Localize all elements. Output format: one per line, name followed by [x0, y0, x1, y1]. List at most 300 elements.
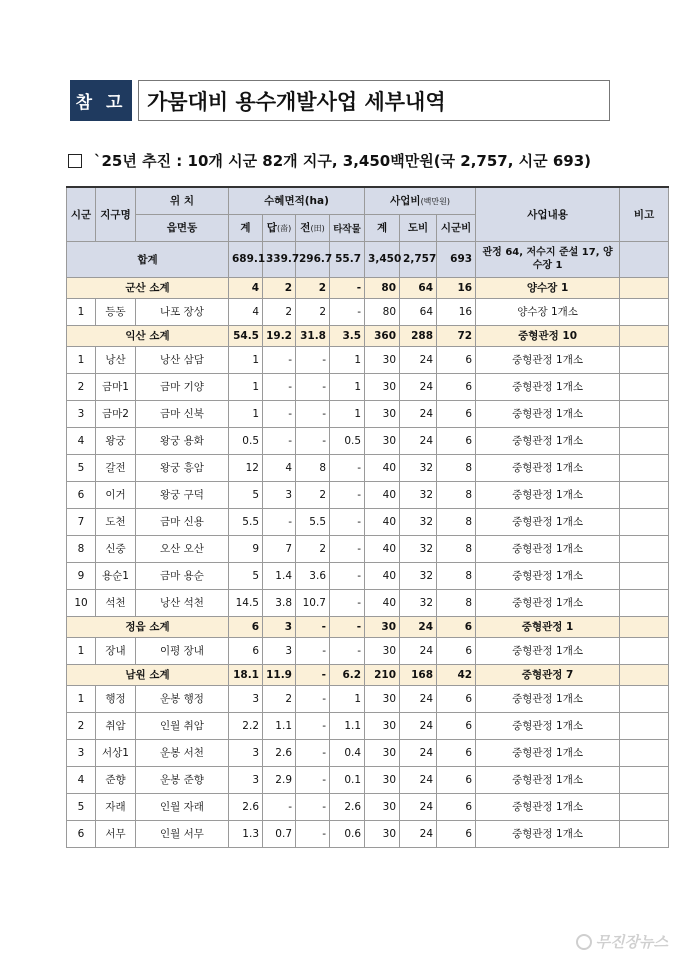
row-area-jeon: - [296, 400, 330, 427]
row-area-jeon: - [296, 685, 330, 712]
row-content: 중형관정 1개소 [476, 793, 620, 820]
row-area-other: 1 [330, 346, 365, 373]
total-cost-total: 3,450 [365, 241, 400, 277]
row-area-dap: 2.9 [263, 766, 296, 793]
row-area-other: 0.4 [330, 739, 365, 766]
table-row [67, 346, 669, 373]
subtotal-cost-sigun: 6 [437, 616, 476, 637]
subtotal-cost-do: 64 [400, 277, 437, 298]
subtotal-content: 양수장 1 [476, 277, 620, 298]
row-jigu: 행정 [96, 685, 136, 712]
row-area-other: - [330, 637, 365, 664]
table-row [67, 298, 669, 325]
row-note [620, 820, 669, 847]
row-area-dap: 3 [263, 481, 296, 508]
row-jigu: 서상1 [96, 739, 136, 766]
row-note [620, 535, 669, 562]
row-area-dap: 3.8 [263, 589, 296, 616]
row-no: 4 [67, 766, 96, 793]
table-body [67, 241, 669, 847]
subtotal-row [67, 616, 669, 637]
reference-badge: 참 고 [70, 80, 132, 121]
row-area-total: 4 [229, 298, 263, 325]
row-area-total: 6 [229, 637, 263, 664]
header-area-total: 계 [229, 214, 263, 241]
subtotal-row [67, 325, 669, 346]
row-jigu: 금마2 [96, 400, 136, 427]
row-no: 2 [67, 712, 96, 739]
header-content: 사업내용 [476, 187, 620, 241]
row-cost-do: 24 [400, 712, 437, 739]
row-area-other: 1 [330, 400, 365, 427]
table-row [67, 562, 669, 589]
table-row [67, 589, 669, 616]
row-cost-do: 32 [400, 508, 437, 535]
row-note [620, 793, 669, 820]
header-cost-sigun: 시군비 [437, 214, 476, 241]
row-area-other: 1 [330, 685, 365, 712]
total-area-total: 689.1 [229, 241, 263, 277]
table-row [67, 400, 669, 427]
row-no: 5 [67, 793, 96, 820]
row-area-dap: 1.4 [263, 562, 296, 589]
row-cost-sigun: 8 [437, 562, 476, 589]
row-area-jeon: - [296, 427, 330, 454]
row-area-other: - [330, 454, 365, 481]
row-area-other: - [330, 589, 365, 616]
section-subtitle [68, 150, 591, 171]
table-row [67, 508, 669, 535]
row-cost-do: 24 [400, 346, 437, 373]
row-area-dap: - [263, 793, 296, 820]
row-cost-total: 30 [365, 793, 400, 820]
row-note [620, 346, 669, 373]
header-cost: 사업비(백만원) [365, 187, 476, 214]
row-area-jeon: 2 [296, 298, 330, 325]
row-content: 중형관정 1개소 [476, 739, 620, 766]
subtotal-row [67, 277, 669, 298]
row-content: 중형관정 1개소 [476, 685, 620, 712]
row-location: 인월 자래 [136, 793, 229, 820]
row-area-total: 5 [229, 562, 263, 589]
table-row [67, 427, 669, 454]
row-area-total: 2.6 [229, 793, 263, 820]
row-cost-total: 30 [365, 820, 400, 847]
row-area-dap: - [263, 346, 296, 373]
row-cost-total: 30 [365, 427, 400, 454]
total-row [67, 241, 669, 277]
row-note [620, 373, 669, 400]
table-row [67, 685, 669, 712]
row-cost-sigun: 8 [437, 535, 476, 562]
row-content: 양수장 1개소 [476, 298, 620, 325]
row-cost-sigun: 6 [437, 766, 476, 793]
row-area-jeon: - [296, 739, 330, 766]
row-location: 낭산 석천 [136, 589, 229, 616]
row-no: 1 [67, 637, 96, 664]
row-location: 낭산 삼담 [136, 346, 229, 373]
row-note [620, 400, 669, 427]
table-row [67, 637, 669, 664]
row-no: 1 [67, 346, 96, 373]
row-cost-total: 30 [365, 373, 400, 400]
row-area-other: 0.1 [330, 766, 365, 793]
row-content: 중형관정 1개소 [476, 637, 620, 664]
row-area-jeon: - [296, 637, 330, 664]
row-area-dap: 0.7 [263, 820, 296, 847]
row-no: 9 [67, 562, 96, 589]
watermark [576, 931, 668, 952]
row-cost-total: 40 [365, 589, 400, 616]
total-cost-do: 2,757 [400, 241, 437, 277]
row-note [620, 427, 669, 454]
row-content: 중형관정 1개소 [476, 427, 620, 454]
row-location: 운봉 준향 [136, 766, 229, 793]
row-cost-sigun: 6 [437, 346, 476, 373]
total-note [620, 241, 669, 277]
row-cost-do: 24 [400, 373, 437, 400]
table-row [67, 820, 669, 847]
header-area-jeon: 전(田) [296, 214, 330, 241]
total-area-dap: 339.7 [263, 241, 296, 277]
row-area-total: 1.3 [229, 820, 263, 847]
header-eupmyeon: 읍면동 [136, 214, 229, 241]
subtotal-cost-do: 288 [400, 325, 437, 346]
subtotal-area-total: 18.1 [229, 664, 263, 685]
row-location: 오산 오산 [136, 535, 229, 562]
row-cost-sigun: 8 [437, 589, 476, 616]
subtotal-label: 정읍 소계 [67, 616, 229, 637]
row-area-jeon: 3.6 [296, 562, 330, 589]
subtotal-note [620, 616, 669, 637]
header-area: 수혜면적(ha) [229, 187, 365, 214]
row-cost-sigun: 6 [437, 820, 476, 847]
header-jigu: 지구명 [96, 187, 136, 241]
subtotal-cost-total: 30 [365, 616, 400, 637]
header-cost-do: 도비 [400, 214, 437, 241]
table-row [67, 454, 669, 481]
subtotal-content: 중형관정 1 [476, 616, 620, 637]
subtotal-area-jeon: - [296, 616, 330, 637]
row-location: 왕궁 구덕 [136, 481, 229, 508]
row-no: 8 [67, 535, 96, 562]
row-cost-total: 40 [365, 481, 400, 508]
row-content: 중형관정 1개소 [476, 508, 620, 535]
subtotal-area-other: 6.2 [330, 664, 365, 685]
total-content: 관정 64, 저수지 준설 17, 양수장 1 [476, 241, 620, 277]
subtotal-area-jeon: 31.8 [296, 325, 330, 346]
row-area-dap: 7 [263, 535, 296, 562]
row-content: 중형관정 1개소 [476, 820, 620, 847]
header-sigun: 시군 [67, 187, 96, 241]
row-cost-total: 40 [365, 454, 400, 481]
row-jigu: 준향 [96, 766, 136, 793]
row-jigu: 등동 [96, 298, 136, 325]
row-location: 운봉 서천 [136, 739, 229, 766]
row-area-dap: - [263, 427, 296, 454]
row-area-total: 0.5 [229, 427, 263, 454]
row-content: 중형관정 1개소 [476, 535, 620, 562]
row-area-other: - [330, 562, 365, 589]
subtotal-cost-sigun: 42 [437, 664, 476, 685]
row-note [620, 637, 669, 664]
row-area-dap: 4 [263, 454, 296, 481]
row-cost-total: 30 [365, 739, 400, 766]
row-no: 7 [67, 508, 96, 535]
row-content: 중형관정 1개소 [476, 562, 620, 589]
total-area-jeon: 296.7 [296, 241, 330, 277]
row-note [620, 481, 669, 508]
row-area-jeon: 2 [296, 535, 330, 562]
subtotal-row [67, 664, 669, 685]
row-location: 왕궁 흥암 [136, 454, 229, 481]
row-cost-total: 40 [365, 508, 400, 535]
row-area-jeon: 2 [296, 481, 330, 508]
row-location: 금마 신북 [136, 400, 229, 427]
subtotal-content: 중형관정 7 [476, 664, 620, 685]
row-area-total: 1 [229, 400, 263, 427]
row-jigu: 금마1 [96, 373, 136, 400]
header-cost-total: 계 [365, 214, 400, 241]
row-area-total: 3 [229, 685, 263, 712]
row-area-total: 9 [229, 535, 263, 562]
row-note [620, 712, 669, 739]
row-no: 6 [67, 481, 96, 508]
header-area-other: 타작물 [330, 214, 365, 241]
row-cost-sigun: 16 [437, 298, 476, 325]
row-area-dap: - [263, 508, 296, 535]
row-no: 3 [67, 400, 96, 427]
row-location: 이평 장내 [136, 637, 229, 664]
row-area-dap: - [263, 373, 296, 400]
row-area-dap: 1.1 [263, 712, 296, 739]
row-area-total: 1 [229, 373, 263, 400]
row-cost-do: 32 [400, 454, 437, 481]
header-area-dap: 답(畓) [263, 214, 296, 241]
row-area-other: - [330, 298, 365, 325]
row-area-total: 1 [229, 346, 263, 373]
row-area-other: 0.5 [330, 427, 365, 454]
row-cost-do: 24 [400, 427, 437, 454]
row-cost-do: 32 [400, 481, 437, 508]
row-no: 2 [67, 373, 96, 400]
row-cost-total: 30 [365, 685, 400, 712]
row-cost-sigun: 6 [437, 427, 476, 454]
row-area-jeon: 8 [296, 454, 330, 481]
row-jigu: 갈전 [96, 454, 136, 481]
subtotal-cost-total: 210 [365, 664, 400, 685]
row-area-jeon: - [296, 373, 330, 400]
row-area-total: 3 [229, 766, 263, 793]
row-area-jeon: - [296, 766, 330, 793]
row-jigu: 서무 [96, 820, 136, 847]
subtotal-label: 군산 소계 [67, 277, 229, 298]
row-area-other: - [330, 535, 365, 562]
row-area-total: 5 [229, 481, 263, 508]
row-jigu: 이거 [96, 481, 136, 508]
row-cost-sigun: 6 [437, 400, 476, 427]
row-cost-total: 80 [365, 298, 400, 325]
row-location: 나포 장상 [136, 298, 229, 325]
subtotal-cost-sigun: 16 [437, 277, 476, 298]
row-cost-do: 24 [400, 766, 437, 793]
table-row [67, 481, 669, 508]
row-cost-do: 32 [400, 589, 437, 616]
table-row [67, 739, 669, 766]
page-title: 가뭄대비 용수개발사업 세부내역 [138, 80, 610, 121]
row-cost-do: 32 [400, 562, 437, 589]
document-header [70, 80, 610, 121]
subtotal-area-total: 54.5 [229, 325, 263, 346]
subtotal-note [620, 325, 669, 346]
row-area-jeon: - [296, 712, 330, 739]
row-area-other: - [330, 481, 365, 508]
row-cost-total: 30 [365, 712, 400, 739]
row-location: 운봉 행정 [136, 685, 229, 712]
row-area-dap: 2 [263, 685, 296, 712]
row-area-other: 2.6 [330, 793, 365, 820]
subtotal-area-jeon: 2 [296, 277, 330, 298]
row-jigu: 용순1 [96, 562, 136, 589]
row-area-other: 1.1 [330, 712, 365, 739]
row-area-jeon: - [296, 820, 330, 847]
subtotal-area-dap: 3 [263, 616, 296, 637]
row-cost-sigun: 6 [437, 637, 476, 664]
row-no: 10 [67, 589, 96, 616]
row-cost-sigun: 8 [437, 481, 476, 508]
row-note [620, 685, 669, 712]
row-area-other: - [330, 508, 365, 535]
row-cost-do: 24 [400, 820, 437, 847]
row-cost-do: 24 [400, 739, 437, 766]
row-content: 중형관정 1개소 [476, 454, 620, 481]
row-area-other: 1 [330, 373, 365, 400]
row-note [620, 766, 669, 793]
row-cost-total: 40 [365, 535, 400, 562]
subtitle-text: `25년 추진 : 10개 시군 82개 지구, 3,450백만원(국 2,757, 시군 693) [94, 152, 592, 170]
row-cost-do: 24 [400, 637, 437, 664]
table-row [67, 766, 669, 793]
row-area-total: 14.5 [229, 589, 263, 616]
row-note [620, 739, 669, 766]
watermark-logo-icon [576, 934, 592, 950]
row-jigu: 신중 [96, 535, 136, 562]
row-area-dap: - [263, 400, 296, 427]
subtotal-area-other: 3.5 [330, 325, 365, 346]
row-location: 인월 서무 [136, 820, 229, 847]
subtotal-area-dap: 19.2 [263, 325, 296, 346]
row-cost-sigun: 6 [437, 373, 476, 400]
row-location: 금마 기양 [136, 373, 229, 400]
row-area-jeon: 10.7 [296, 589, 330, 616]
subtotal-area-total: 4 [229, 277, 263, 298]
row-cost-do: 24 [400, 400, 437, 427]
table-row [67, 712, 669, 739]
subtotal-area-dap: 2 [263, 277, 296, 298]
row-jigu: 자래 [96, 793, 136, 820]
row-area-dap: 3 [263, 637, 296, 664]
row-area-total: 3 [229, 739, 263, 766]
row-note [620, 454, 669, 481]
row-cost-total: 30 [365, 346, 400, 373]
table-row [67, 535, 669, 562]
subtotal-cost-do: 168 [400, 664, 437, 685]
project-table [66, 186, 669, 848]
row-content: 중형관정 1개소 [476, 481, 620, 508]
row-cost-do: 24 [400, 793, 437, 820]
watermark-text: 무진장뉴스 [595, 933, 668, 951]
row-location: 금마 신용 [136, 508, 229, 535]
total-area-other: 55.7 [330, 241, 365, 277]
row-jigu: 도천 [96, 508, 136, 535]
table-row [67, 373, 669, 400]
row-location: 금마 용순 [136, 562, 229, 589]
row-area-dap: 2 [263, 298, 296, 325]
subtotal-area-total: 6 [229, 616, 263, 637]
row-cost-do: 32 [400, 535, 437, 562]
subtotal-cost-sigun: 72 [437, 325, 476, 346]
row-area-jeon: 5.5 [296, 508, 330, 535]
subtotal-label: 남원 소계 [67, 664, 229, 685]
row-cost-sigun: 6 [437, 793, 476, 820]
row-jigu: 왕궁 [96, 427, 136, 454]
row-jigu: 낭산 [96, 346, 136, 373]
subtotal-area-dap: 11.9 [263, 664, 296, 685]
row-cost-do: 24 [400, 685, 437, 712]
row-location: 인월 취암 [136, 712, 229, 739]
row-cost-total: 30 [365, 400, 400, 427]
subtotal-note [620, 664, 669, 685]
total-label: 합계 [67, 241, 229, 277]
row-note [620, 508, 669, 535]
row-note [620, 298, 669, 325]
row-area-jeon: - [296, 346, 330, 373]
row-content: 중형관정 1개소 [476, 766, 620, 793]
table-row [67, 793, 669, 820]
row-jigu: 장내 [96, 637, 136, 664]
row-no: 3 [67, 739, 96, 766]
header-note: 비고 [620, 187, 669, 241]
row-content: 중형관정 1개소 [476, 712, 620, 739]
subtotal-cost-do: 24 [400, 616, 437, 637]
row-area-total: 12 [229, 454, 263, 481]
subtotal-content: 중형관정 10 [476, 325, 620, 346]
row-cost-sigun: 6 [437, 712, 476, 739]
row-area-dap: 2.6 [263, 739, 296, 766]
row-note [620, 589, 669, 616]
subtotal-area-jeon: - [296, 664, 330, 685]
row-location: 왕궁 용화 [136, 427, 229, 454]
row-jigu: 취암 [96, 712, 136, 739]
row-cost-sigun: 6 [437, 739, 476, 766]
row-content: 중형관정 1개소 [476, 400, 620, 427]
row-no: 1 [67, 298, 96, 325]
row-cost-total: 40 [365, 562, 400, 589]
row-content: 중형관정 1개소 [476, 589, 620, 616]
row-cost-sigun: 8 [437, 508, 476, 535]
row-no: 6 [67, 820, 96, 847]
checkbox-icon [68, 154, 82, 168]
subtotal-note [620, 277, 669, 298]
subtotal-cost-total: 80 [365, 277, 400, 298]
row-note [620, 562, 669, 589]
row-jigu: 석천 [96, 589, 136, 616]
row-area-other: 0.6 [330, 820, 365, 847]
header-location: 위 치 [136, 187, 229, 214]
row-area-total: 2.2 [229, 712, 263, 739]
total-cost-sigun: 693 [437, 241, 476, 277]
row-area-jeon: - [296, 793, 330, 820]
